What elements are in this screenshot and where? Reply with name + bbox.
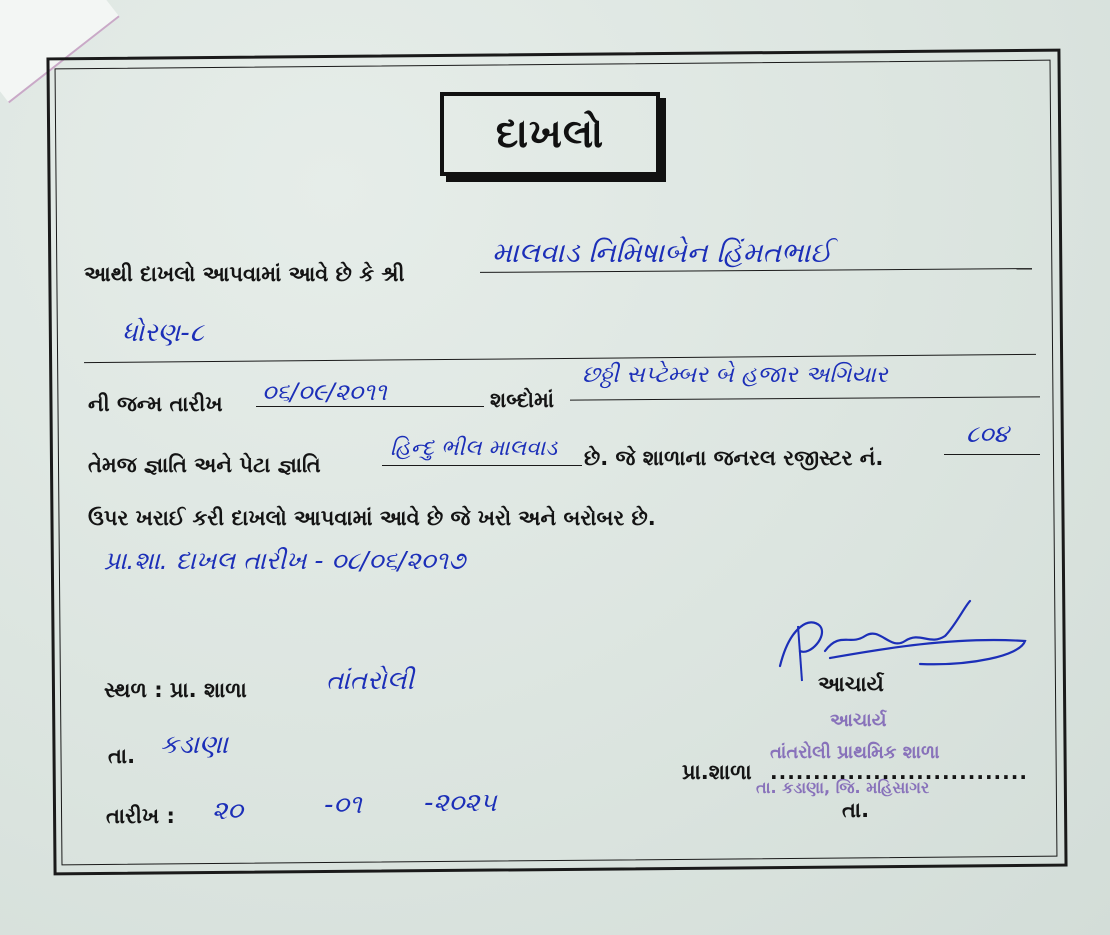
register-label: છે. જે શાળાના જનરલ રજીસ્ટર નં.	[584, 446, 884, 470]
date-year: -૨૦૨૫	[424, 788, 497, 818]
student-name: માલવાડ નિમિષાબેન હિંમતભાઈ	[492, 236, 832, 269]
stamp-address: તા. કડાણા, જિ. મહિસાગર	[756, 778, 930, 797]
stamp-school-name: તાંતરોલી પ્રાથમિક શાળા	[770, 742, 940, 763]
stamp-title: આચાર્ય	[830, 710, 887, 731]
school-dotted-line: ..............................	[770, 760, 1028, 784]
date-month: -૦૧	[324, 790, 362, 820]
caste-label: તેમજ જ્ઞાતિ અને પેટા જ્ઞાતિ	[88, 453, 321, 477]
certificate-title-box	[440, 92, 660, 176]
dob-underline	[256, 406, 484, 407]
register-underline	[944, 454, 1040, 455]
dob-in-words: છઠ્ઠી સપ્ટેમ્બર બે હજાર અગિયાર	[582, 362, 888, 388]
dob-value: ૦૬/૦૯/૨૦૧૧	[262, 378, 387, 406]
school-label: પ્રા.શાળા	[682, 760, 752, 784]
taluka-value: કડાણા	[160, 730, 229, 760]
place-label: સ્થળ : પ્રા. શાળા	[104, 678, 247, 702]
date-label: તારીખ :	[106, 804, 175, 828]
principal-signature	[770, 596, 1030, 696]
words-label: શબ્દોમાં	[490, 388, 554, 412]
dob-label: ની જન્મ તારીખ	[88, 392, 223, 416]
register-number: ૮૦૪	[966, 420, 1009, 448]
certificate-title: દાખલો	[495, 111, 605, 157]
student-class: ધોરણ-૮	[122, 318, 204, 348]
place-value: તાંતરોલી	[326, 666, 414, 696]
ta-label: તા.	[842, 798, 870, 822]
admission-date: પ્રા.શા. દાખલ તારીખ - ૦૮/૦૬/૨૦૧૭	[104, 546, 466, 575]
taluka-label: તા.	[108, 744, 136, 768]
intro-label: આથી દાખલો આપવામાં આવે છે કે શ્રી	[84, 262, 405, 286]
caste-value: હિન્દુ ભીલ માલવાડ	[390, 436, 558, 461]
verification-statement: ઉપર ખરાઈ કરી દાખલો આપવામાં આવે છે જે ખરો અને બરોબર છે.	[88, 506, 656, 530]
caste-underline	[382, 465, 582, 466]
principal-label: આચાર્ય	[818, 672, 884, 696]
date-day: ૨૦	[212, 796, 243, 826]
